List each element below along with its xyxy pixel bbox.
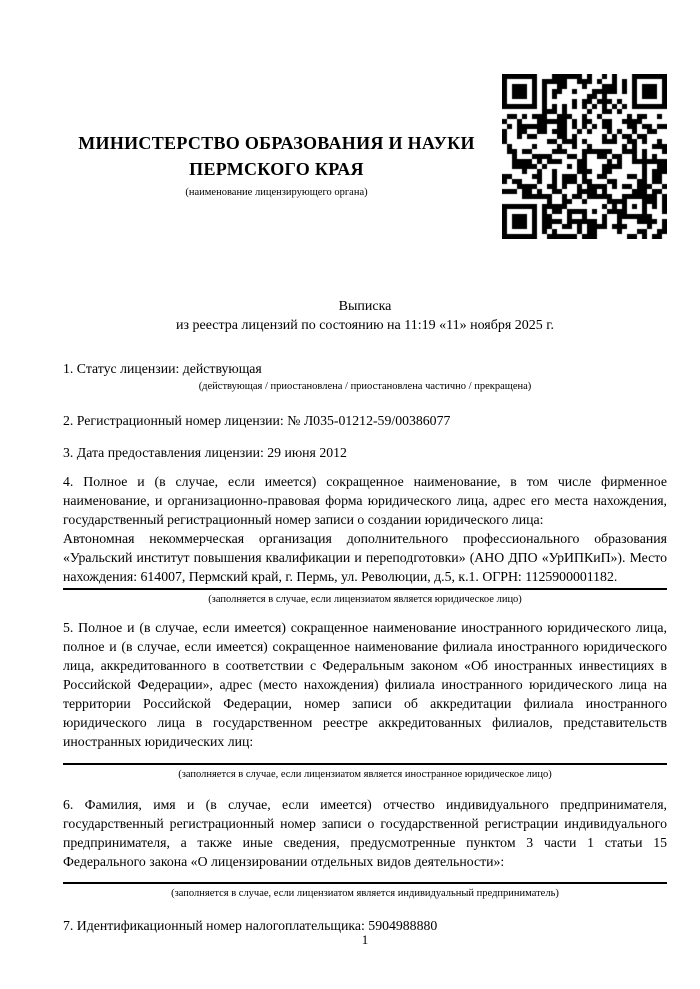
field-legal-entity-caption: (заполняется в случае, если лицензиатом является юридическое лицо) (208, 594, 522, 605)
field-registration-number-text: 2. Регистрационный номер лицензии: № Л035-01212-59/00386077 (63, 413, 451, 428)
field-legal-entity-value: Автономная некоммерческая организация дополнительного профессионального образования «Уральский институт повышения квалификации и переподготовки» (АНО ДПО «УрИПКиП»). Место нахождения: 614007, Пермский край, г. Пермь, ул. Революции, д.5, к.1. ОГРН: 1125900001182. (63, 531, 667, 584)
document-title-line1: Выписка (338, 299, 392, 314)
field-license-date-text: 3. Дата предоставления лицензии: 29 июня 2012 (63, 445, 347, 460)
field-legal-entity (63, 472, 667, 606)
ministry-name-line1: МИНИСТЕРСТВО ОБРАЗОВАНИЯ И НАУКИ (78, 133, 475, 153)
field-license-status (63, 359, 667, 393)
field-legal-entity-label: 4. Полное и (в случае, если имеется) сокращенное наименование, в том числе фирменное наименование, и организационно-правовая форма юридического лица, адрес его места нахождения, государственный регистрационный номер записи о создании юридического лица: (63, 474, 667, 527)
field-registration-number (63, 411, 667, 430)
ministry-name-line2: ПЕРМСКОГО КРАЯ (189, 159, 364, 179)
field-foreign-entity-label: 5. Полное и (в случае, если имеется) сокращенное наименование иностранного юридического лица, полное и (в случае, если имеется) сокращенное наименование филиала иностранного юридического лица, аккредитованного в соответствии с Федеральным законом «Об иностранных инвестициях в Российской Федерации», адрес (место нахождения) филиала иностранного юридического лица на территории Российской Федерации, номер записи об аккредитации филиала иностранного юридического лица в государственном реестре аккредитованных филиалов, представительств иностранных юридических лиц: (63, 620, 667, 749)
field-individual-entrepreneur-label: 6. Фамилия, имя и (в случае, если имеется) отчество индивидуального предпринимателя, государственный регистрационный номер записи о государственной регистрации индивидуального предпринимателя, а также иные сведения, предусмотренные пунктом 3 части 1 статьи 15 Федерального закона «О лицензировании отдельных видов деятельности»: (63, 797, 667, 869)
fill-line-legal-entity (63, 588, 667, 590)
document-title (63, 297, 667, 335)
field-individual-entrepreneur-caption: (заполняется в случае, если лицензиатом является индивидуальный предприниматель) (171, 888, 559, 899)
qr-code-icon (502, 74, 667, 239)
page-number: 1 (361, 932, 369, 947)
document-header (63, 74, 667, 239)
fill-line-individual-entrepreneur (63, 882, 667, 884)
field-license-date (63, 443, 667, 462)
field-license-status-caption: (действующая / приостановлена / приостановлена частично / прекращена) (198, 381, 532, 392)
fill-line-foreign-entity (63, 763, 667, 765)
field-individual-entrepreneur (63, 795, 667, 900)
licensing-authority-caption: (наименование лицензирующего органа) (185, 187, 368, 198)
field-foreign-entity (63, 618, 667, 781)
field-license-status-text: 1. Статус лицензии: действующая (63, 361, 262, 376)
document-title-line2: из реестра лицензий по состоянию на 11:19 «11» ноября 2025 г. (176, 318, 554, 333)
field-taxpayer-number-text: 7. Идентификационный номер налогоплательщика: 5904988880 (63, 918, 438, 933)
field-foreign-entity-caption: (заполняется в случае, если лицензиатом является иностранное юридическое лицо) (178, 769, 552, 780)
licensing-authority-block (63, 114, 502, 199)
